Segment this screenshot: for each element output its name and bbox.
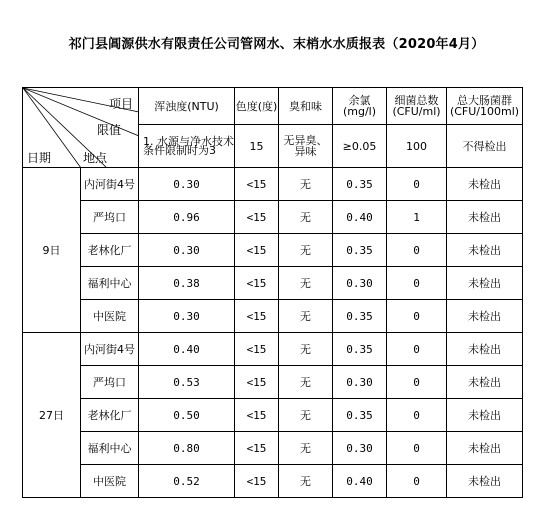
site-cell: 中医院 (81, 465, 139, 498)
color-cell: <15 (235, 234, 279, 267)
coliform-cell: 未检出 (447, 168, 523, 201)
table-row (23, 234, 523, 267)
column-header: 浑浊度(NTU) (139, 88, 235, 125)
chlorine-cell: 0.30 (333, 432, 387, 465)
limit-cell: ≥0.05 (333, 125, 387, 168)
odor-cell: 无 (279, 432, 333, 465)
limit-cell: 15 (235, 125, 279, 168)
bacteria-cell: 0 (387, 366, 447, 399)
bacteria-cell: 1 (387, 201, 447, 234)
coliform-cell: 未检出 (447, 234, 523, 267)
chlorine-cell: 0.35 (333, 234, 387, 267)
site-cell: 内河街4号 (81, 168, 139, 201)
bacteria-cell: 0 (387, 267, 447, 300)
odor-cell: 无 (279, 267, 333, 300)
color-cell: <15 (235, 432, 279, 465)
limit-cell: 100 (387, 125, 447, 168)
coliform-cell: 未检出 (447, 432, 523, 465)
odor-cell: 无 (279, 333, 333, 366)
site-cell: 福利中心 (81, 267, 139, 300)
turbidity-cell: 0.40 (139, 333, 235, 366)
corner-item-label: 项目 (109, 97, 134, 111)
coliform-cell: 未检出 (447, 465, 523, 498)
chlorine-cell: 0.35 (333, 333, 387, 366)
corner-header-cell (23, 88, 139, 168)
bacteria-cell: 0 (387, 168, 447, 201)
chlorine-cell: 0.35 (333, 300, 387, 333)
corner-limit-label: 限值 (97, 123, 122, 137)
coliform-cell: 未检出 (447, 333, 523, 366)
site-cell: 中医院 (81, 300, 139, 333)
table-row (23, 399, 523, 432)
turbidity-cell: 0.50 (139, 399, 235, 432)
header-row-names (23, 88, 523, 125)
table-row (23, 300, 523, 333)
coliform-cell: 未检出 (447, 366, 523, 399)
site-cell: 老林化厂 (81, 234, 139, 267)
odor-cell: 无 (279, 234, 333, 267)
chlorine-cell: 0.35 (333, 168, 387, 201)
turbidity-cell: 0.53 (139, 366, 235, 399)
bacteria-cell: 0 (387, 234, 447, 267)
report-title: 祁门县阊源供水有限责任公司管网水、末梢水水质报表（2020年4月） (68, 37, 485, 52)
color-cell: <15 (235, 267, 279, 300)
odor-cell: 无 (279, 366, 333, 399)
limit-cell: 无异臭、异味 (279, 125, 333, 168)
odor-cell: 无 (279, 201, 333, 234)
odor-cell: 无 (279, 465, 333, 498)
limit-cell: 不得检出 (447, 125, 523, 168)
color-cell: <15 (235, 366, 279, 399)
site-cell: 严坞口 (81, 366, 139, 399)
date-cell: 27日 (23, 333, 81, 498)
limit-cell: 1. 水源与净水技术条件限制时为3 (139, 125, 235, 168)
bacteria-cell: 0 (387, 300, 447, 333)
table-row (23, 168, 523, 201)
table-row (23, 201, 523, 234)
chlorine-cell: 0.40 (333, 201, 387, 234)
bacteria-cell: 0 (387, 399, 447, 432)
column-header: 臭和味 (279, 88, 333, 125)
corner-site-label: 地点 (83, 151, 108, 165)
turbidity-cell: 0.38 (139, 267, 235, 300)
table-row (23, 432, 523, 465)
turbidity-cell: 0.96 (139, 201, 235, 234)
coliform-cell: 未检出 (447, 201, 523, 234)
color-cell: <15 (235, 300, 279, 333)
bacteria-cell: 0 (387, 465, 447, 498)
color-cell: <15 (235, 333, 279, 366)
color-cell: <15 (235, 465, 279, 498)
coliform-cell: 未检出 (447, 300, 523, 333)
odor-cell: 无 (279, 300, 333, 333)
coliform-cell: 未检出 (447, 267, 523, 300)
site-cell: 严坞口 (81, 201, 139, 234)
turbidity-cell: 0.30 (139, 168, 235, 201)
chlorine-cell: 0.35 (333, 399, 387, 432)
table-row (23, 267, 523, 300)
chlorine-cell: 0.40 (333, 465, 387, 498)
table-row (23, 465, 523, 498)
column-header: 总大肠菌群(CFU/100ml) (447, 88, 523, 125)
turbidity-cell: 0.80 (139, 432, 235, 465)
odor-cell: 无 (279, 168, 333, 201)
bacteria-cell: 0 (387, 432, 447, 465)
column-header: 色度(度) (235, 88, 279, 125)
column-header: 余氯(mg/l) (333, 88, 387, 125)
corner-date-label: 日期 (27, 151, 52, 165)
coliform-cell: 未检出 (447, 399, 523, 432)
chlorine-cell: 0.30 (333, 267, 387, 300)
site-cell: 老林化厂 (81, 399, 139, 432)
chlorine-cell: 0.30 (333, 366, 387, 399)
site-cell: 福利中心 (81, 432, 139, 465)
table-row (23, 366, 523, 399)
site-cell: 内河街4号 (81, 333, 139, 366)
turbidity-cell: 0.30 (139, 234, 235, 267)
table-row (23, 333, 523, 366)
color-cell: <15 (235, 168, 279, 201)
color-cell: <15 (235, 201, 279, 234)
water-quality-table (22, 87, 523, 498)
date-cell: 9日 (23, 168, 81, 333)
color-cell: <15 (235, 399, 279, 432)
odor-cell: 无 (279, 399, 333, 432)
turbidity-cell: 0.30 (139, 300, 235, 333)
column-header: 细菌总数(CFU/ml) (387, 88, 447, 125)
bacteria-cell: 0 (387, 333, 447, 366)
turbidity-cell: 0.52 (139, 465, 235, 498)
